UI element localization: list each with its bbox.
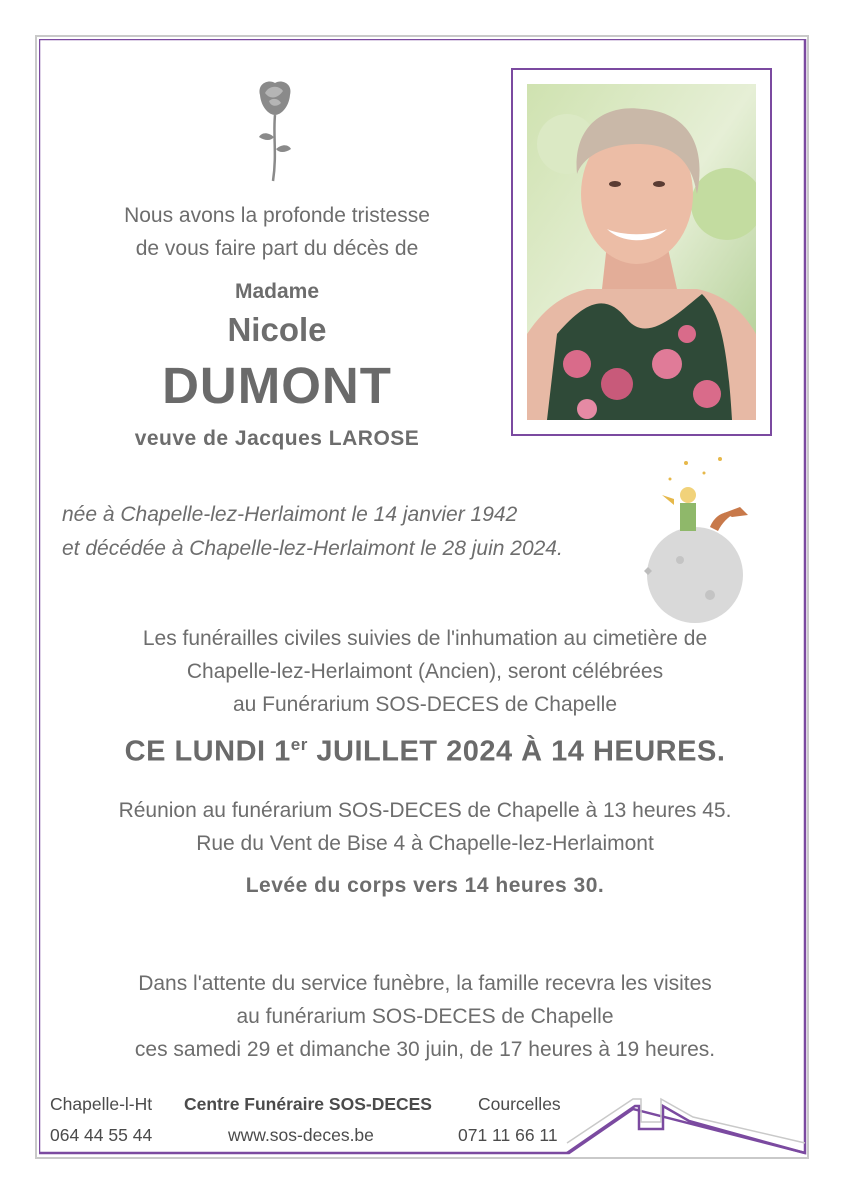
widow-of: veuve de Jacques LAROSE xyxy=(134,427,420,450)
ceremony-date-suffix: JUILLET 2024 À 14 HEURES. xyxy=(307,735,726,768)
intro-text xyxy=(72,199,482,265)
person-title: Madame xyxy=(234,280,320,303)
rose-icon xyxy=(245,75,305,185)
visits-line-1: Dans l'attente du service funèbre, la famille recevra les visites xyxy=(138,972,712,995)
person-last-name: DUMONT xyxy=(162,357,392,414)
funeral-line-3: au Funérarium SOS-DECES de Chapelle xyxy=(232,693,617,716)
funeral-text xyxy=(60,622,790,721)
ceremony-date-prefix: CE LUNDI 1 xyxy=(124,735,291,768)
funeral-line-2: Chapelle-lez-Herlaimont (Ancien), seront célébrées xyxy=(186,660,664,683)
death-line: et décédée à Chapelle-lez-Herlaimont le 28 juin 2024. xyxy=(62,537,563,560)
birth-death-dates xyxy=(62,498,563,566)
visits-text xyxy=(60,967,790,1066)
reunion-line-2: Rue du Vent de Bise 4 à Chapelle-lez-Herlaimont xyxy=(196,832,654,855)
funeral-line-1: Les funérailles civiles suivies de l'inhumation au cimetière de xyxy=(142,627,708,650)
footer-right-location: Courcelles xyxy=(478,1094,561,1114)
footer-right-phone: 071 11 66 11 xyxy=(458,1125,558,1145)
ceremony-date xyxy=(60,735,790,769)
intro-line-1: Nous avons la profonde tristesse xyxy=(124,204,430,227)
levee-text: Levée du corps vers 14 heures 30. xyxy=(245,874,605,897)
footer-website-link[interactable]: www.sos-deces.be xyxy=(228,1125,374,1145)
ceremony-date-sup: er xyxy=(290,735,308,754)
visits-line-2: au funérarium SOS-DECES de Chapelle xyxy=(236,1005,614,1028)
portrait-frame xyxy=(511,68,772,436)
portrait-photo xyxy=(527,84,756,420)
visits-line-3: ces samedi 29 et dimanche 30 juin, de 17 heures à 19 heures. xyxy=(134,1038,716,1061)
footer-left-phone: 064 44 55 44 xyxy=(50,1125,153,1145)
intro-line-2: de vous faire part du décès de xyxy=(135,237,419,260)
little-prince-planet-icon xyxy=(640,455,760,625)
footer-company-name: Centre Funéraire SOS-DECES xyxy=(184,1094,432,1114)
footer-left-location: Chapelle-l-Ht xyxy=(50,1094,153,1114)
person-first-name: Nicole xyxy=(227,311,327,348)
reunion-line-1: Réunion au funérarium SOS-DECES de Chapelle à 13 heures 45. xyxy=(118,799,732,822)
birth-line: née à Chapelle-lez-Herlaimont le 14 janvier 1942 xyxy=(62,503,518,526)
reunion-text xyxy=(60,794,790,860)
